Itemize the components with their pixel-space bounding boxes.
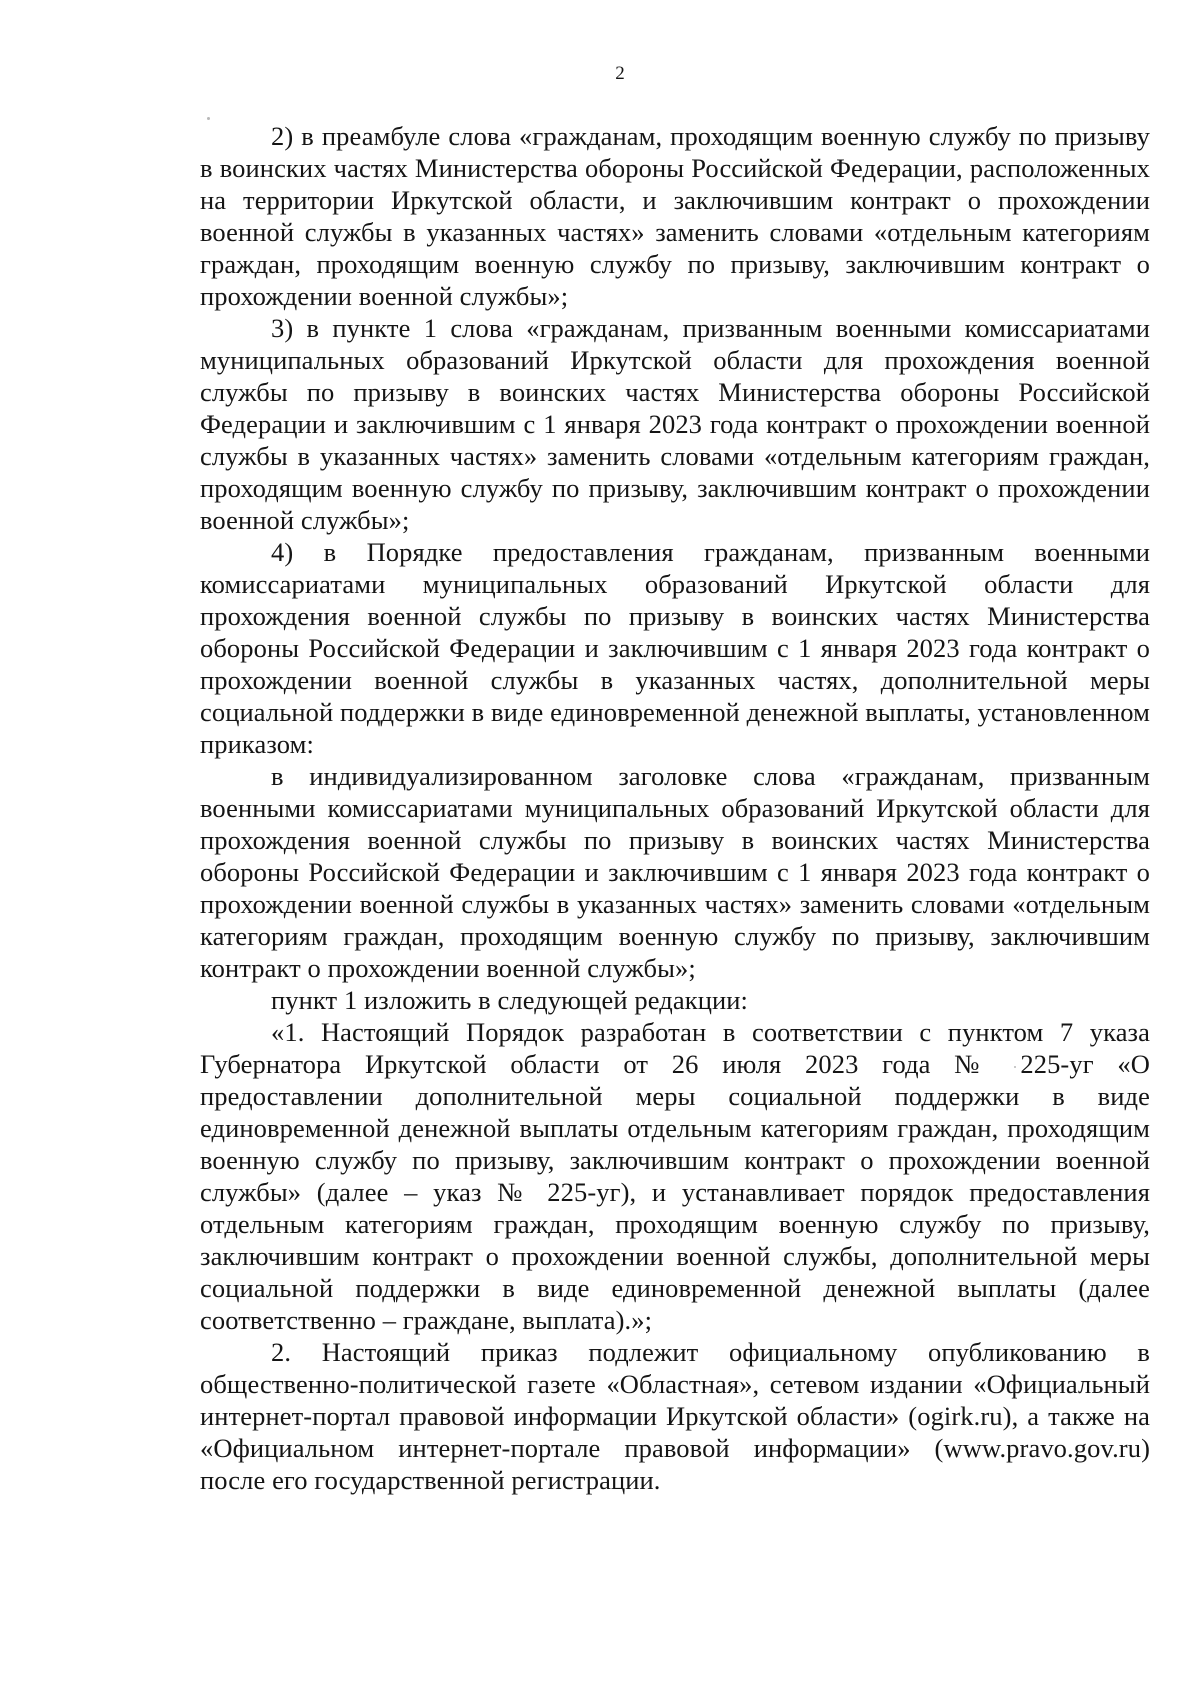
paragraph-item-2: 2) в преамбуле слова «гражданам, проходящим военную службу по призыву в воинских частях Министерства обороны Российской Федерации, расположенных на территории Иркутской области, и заключившим контракт о прохождении военной службы в указанных частях» заменить словами «отдельным категориям граждан, проходящим военную службу по призыву, заключившим контракт о прохождении военной службы»; bbox=[200, 121, 1150, 311]
paragraph-point-1-text: «1. Настоящий Порядок разработан в соответствии с пунктом 7 указа Губернатора Иркутской области от 26 июля 2023 года № 225-уг «О предоставлении дополнительной меры социальной поддержки в виде единовременной денежной выплаты отдельным категориям граждан, проходящим военную службу по призыву, заключившим контракт о прохождении военной службы» (далее – указ № 225-уг), и устанавливает порядок предоставления отдельным категориям граждан, проходящим военную службу по призыву, заключившим контракт о прохождении военной службы, дополнительной меры социальной поддержки в виде единовременной денежной выплаты (далее соответственно – граждане, выплата).»; bbox=[200, 1017, 1150, 1335]
document-body bbox=[200, 120, 1150, 1496]
paragraph-item-4: 4) в Порядке предоставления гражданам, призванным военными комиссариатами муниципальных образований Иркутской области для прохождения военной службы по призыву в воинских частях Министерства обороны Российской Федерации и заключившим с 1 января 2023 года контракт о прохождении военной службы в указанных частях, дополнительной меры социальной поддержки в виде единовременной денежной выплаты, установленном приказом: bbox=[200, 537, 1150, 759]
paragraph-publication: 2. Настоящий приказ подлежит официальному опубликованию в общественно-политической газете «Областная», сетевом издании «Официальный интернет-портал правовой информации Иркутской области» (ogirk.ru), а также на «Официальном интернет-портале правовой информации» (www.pravo.gov.ru) после его государственной регистрации. bbox=[200, 1337, 1150, 1495]
paragraph-item-3: 3) в пункте 1 слова «гражданам, призванным военными комиссариатами муниципальных образований Иркутской области для прохождения военной службы по призыву в воинских частях Министерства обороны Российской Федерации и заключившим с 1 января 2023 года контракт о прохождении военной службы в указанных частях» заменить словами «отдельным категориям граждан, проходящим военную службу по призыву, заключившим контракт о прохождении военной службы»; bbox=[200, 313, 1150, 535]
paragraph-heading-amendment: в индивидуализированном заголовке слова «гражданам, призванным военными комиссариатами муниципальных образований Иркутской области для прохождения военной службы по призыву в воинских частях Министерства обороны Российской Федерации и заключившим с 1 января 2023 года контракт о прохождении военной службы в указанных частях» заменить словами «отдельным категориям граждан, проходящим военную службу по призыву, заключившим контракт о прохождении военной службы»; bbox=[200, 761, 1150, 983]
paragraph-point-1-intro: пункт 1 изложить в следующей редакции: bbox=[271, 985, 748, 1015]
page-number: 2 bbox=[615, 63, 625, 84]
